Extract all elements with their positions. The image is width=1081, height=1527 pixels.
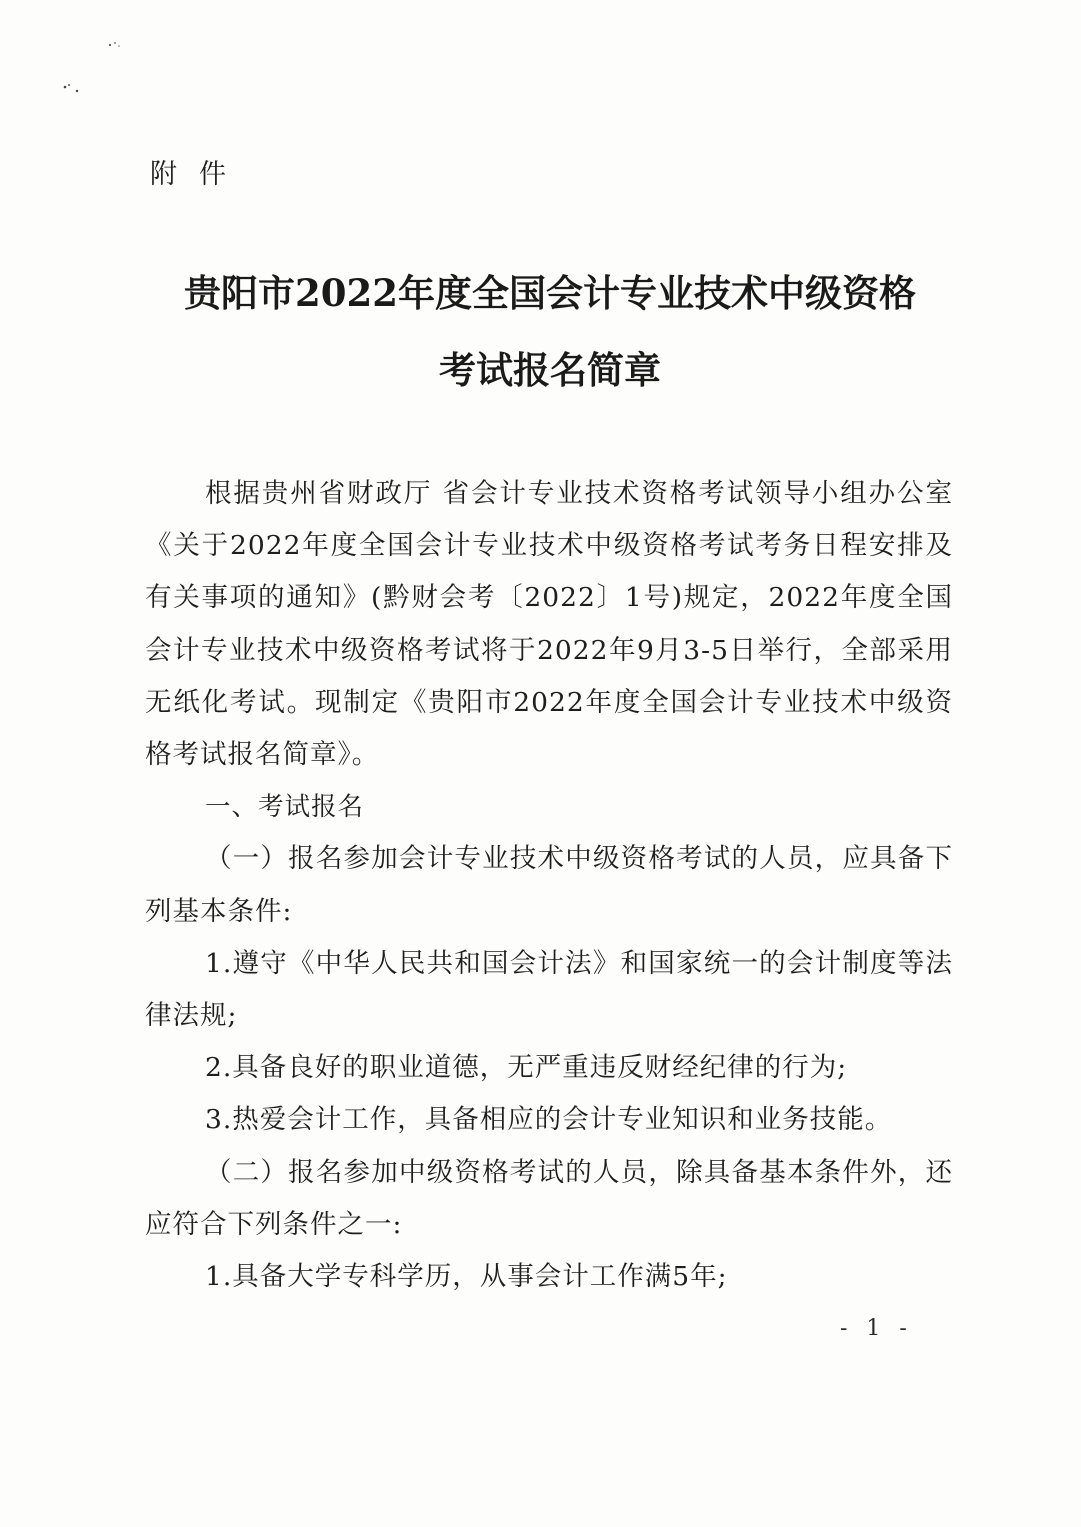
basic-condition-item-2: 2.具备良好的职业道德，无严重违反财经纪律的行为; bbox=[205, 1052, 848, 1084]
additional-conditions-paragraph: （二）报名参加中级资格考试的人员，除具备基本条件外，还应符合下列条件之一: bbox=[145, 1156, 953, 1240]
basic-condition-item-1: 1.遵守《中华人民共和国会计法》和国家统一的会计制度等法律法规; bbox=[145, 947, 953, 1032]
document-title-line-1: 贵阳市2022年度全国会计专业技术中级资格 bbox=[184, 271, 916, 315]
basic-condition-item-3: 3.热爱会计工作，具备相应的会计专业知识和业务技能。 bbox=[205, 1104, 893, 1136]
page-number: - 1 - bbox=[840, 1316, 913, 1341]
document-title-line-2: 考试报名简章 bbox=[439, 348, 661, 392]
attachment-label: 附件 bbox=[150, 159, 248, 190]
intro-paragraph: 根据贵州省财政厅 省会计专业技术资格考试领导小组办公室《关于2022年度全国会计专业技术中级资格考试考务日程安排及有关事项的通知》(黔财会考〔2022〕1号)规定，2022年度全国会计专业技术中级资格考试将于2022年9月3-5日举行，全部采用无纸化考试。现制定《贵阳市2022年度全国会计专业技术中级资格考试报名简章》。 bbox=[145, 478, 953, 771]
basic-conditions-paragraph: （一）报名参加会计专业技术中级资格考试的人员，应具备下列基本条件: bbox=[145, 843, 953, 927]
document-body bbox=[145, 468, 953, 1303]
additional-condition-item-1: 1.具备大学专科学历，从事会计工作满5年; bbox=[205, 1261, 728, 1293]
scan-specks bbox=[55, 35, 135, 105]
section-heading-exam-registration: 一、考试报名 bbox=[205, 792, 365, 823]
